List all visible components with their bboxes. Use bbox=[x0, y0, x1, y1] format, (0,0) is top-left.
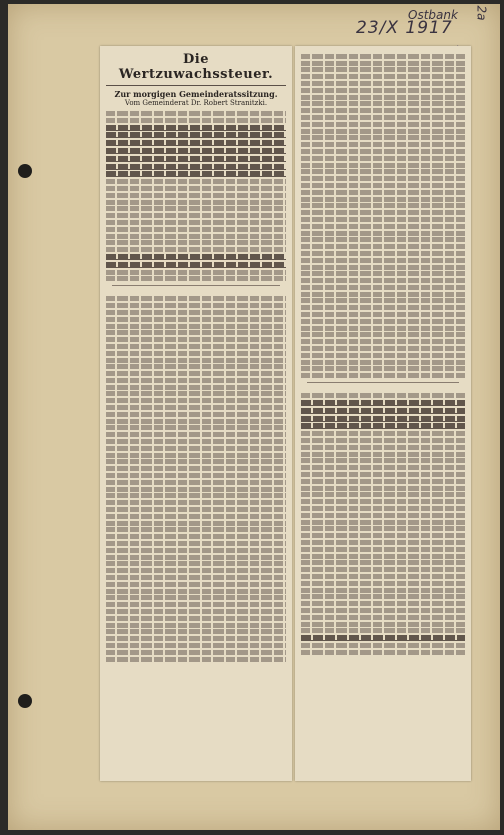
text-line bbox=[301, 346, 465, 351]
text-line bbox=[301, 190, 465, 195]
text-line bbox=[106, 657, 286, 662]
text-line bbox=[301, 149, 465, 154]
text-line bbox=[106, 480, 286, 485]
text-line bbox=[106, 337, 286, 342]
text-line bbox=[106, 148, 286, 154]
text-line bbox=[106, 405, 286, 410]
text-line bbox=[301, 237, 465, 242]
text-line bbox=[106, 568, 286, 573]
column-text-right bbox=[295, 46, 471, 655]
text-line bbox=[106, 213, 286, 218]
text-line bbox=[301, 101, 465, 106]
text-line bbox=[106, 254, 286, 260]
text-line bbox=[301, 271, 465, 276]
text-line bbox=[106, 507, 286, 512]
text-line bbox=[106, 296, 286, 301]
text-line bbox=[106, 358, 286, 363]
text-line bbox=[106, 616, 286, 621]
text-line bbox=[106, 555, 286, 560]
text-line bbox=[301, 122, 465, 127]
text-line bbox=[106, 240, 286, 245]
text-line bbox=[301, 628, 465, 633]
text-line bbox=[301, 601, 465, 606]
text-line bbox=[106, 582, 286, 587]
text-line bbox=[301, 176, 465, 181]
text-line bbox=[106, 629, 286, 634]
text-line bbox=[106, 643, 286, 648]
text-line bbox=[301, 479, 465, 484]
text-line bbox=[106, 118, 286, 123]
text-line bbox=[301, 650, 465, 655]
text-line bbox=[301, 61, 465, 66]
text-line bbox=[301, 265, 465, 270]
text-line bbox=[106, 234, 286, 239]
clipping-left-column bbox=[100, 46, 292, 781]
text-line bbox=[301, 513, 465, 518]
text-line bbox=[301, 581, 465, 586]
text-line bbox=[301, 108, 465, 113]
text-line bbox=[301, 95, 465, 100]
text-line bbox=[301, 438, 465, 443]
text-line bbox=[301, 183, 465, 188]
handwritten-note: Ostbank bbox=[408, 8, 458, 22]
text-line bbox=[301, 594, 465, 599]
text-line bbox=[106, 247, 286, 252]
column-break bbox=[112, 285, 280, 294]
text-line bbox=[301, 458, 465, 463]
text-line bbox=[301, 353, 465, 358]
text-line bbox=[301, 499, 465, 504]
handwritten-date: 23/X 1917 bbox=[356, 18, 453, 38]
text-line bbox=[301, 465, 465, 470]
column-text-left bbox=[100, 111, 292, 662]
text-line bbox=[301, 251, 465, 256]
text-line bbox=[301, 408, 465, 414]
text-line bbox=[106, 602, 286, 607]
text-line bbox=[301, 224, 465, 229]
text-line bbox=[106, 466, 286, 471]
text-line bbox=[301, 129, 465, 134]
text-line bbox=[301, 472, 465, 477]
text-line bbox=[106, 548, 286, 553]
text-line bbox=[106, 459, 286, 464]
text-line bbox=[301, 520, 465, 525]
text-line bbox=[301, 197, 465, 202]
text-line bbox=[301, 217, 465, 222]
text-line bbox=[301, 326, 465, 331]
text-line bbox=[301, 210, 465, 215]
archive-sheet bbox=[8, 4, 500, 830]
text-line bbox=[301, 486, 465, 491]
text-line bbox=[106, 385, 286, 390]
text-line bbox=[301, 533, 465, 538]
text-line bbox=[106, 534, 286, 539]
text-line bbox=[301, 142, 465, 147]
text-line bbox=[301, 615, 465, 620]
article-subtitle: Zur morgigen Gemeinderatssitzung. bbox=[114, 89, 278, 99]
text-line bbox=[106, 500, 286, 505]
text-line bbox=[106, 378, 286, 383]
text-line bbox=[106, 262, 286, 268]
text-line bbox=[106, 330, 286, 335]
text-line bbox=[106, 351, 286, 356]
text-line bbox=[301, 393, 465, 398]
text-line bbox=[301, 312, 465, 317]
text-line bbox=[106, 156, 286, 162]
punch-hole bbox=[18, 164, 32, 178]
article-title: Die Wertzuwachssteuer. bbox=[118, 52, 274, 82]
text-line bbox=[106, 636, 286, 641]
text-line bbox=[106, 270, 286, 275]
text-line bbox=[106, 487, 286, 492]
text-line bbox=[301, 360, 465, 365]
text-line bbox=[301, 244, 465, 249]
text-line bbox=[106, 324, 286, 329]
text-line bbox=[301, 554, 465, 559]
text-line bbox=[106, 193, 286, 198]
text-line bbox=[106, 419, 286, 424]
text-line bbox=[301, 567, 465, 572]
text-line bbox=[106, 140, 286, 146]
text-line bbox=[301, 373, 465, 378]
text-line bbox=[106, 493, 286, 498]
text-line bbox=[301, 643, 465, 648]
handwritten-corner-number: 2a bbox=[474, 5, 489, 21]
text-line bbox=[106, 344, 286, 349]
text-line bbox=[106, 473, 286, 478]
text-line bbox=[301, 332, 465, 337]
text-line bbox=[106, 186, 286, 191]
text-line bbox=[301, 169, 465, 174]
text-line bbox=[301, 278, 465, 283]
text-line bbox=[301, 608, 465, 613]
text-line bbox=[106, 125, 286, 131]
text-line bbox=[301, 67, 465, 72]
text-line bbox=[106, 609, 286, 614]
text-line bbox=[301, 445, 465, 450]
text-line bbox=[106, 111, 286, 116]
article-author: Vom Gemeinderat Dr. Robert Stranitzki. bbox=[124, 99, 268, 107]
text-line bbox=[301, 74, 465, 79]
text-line bbox=[301, 492, 465, 497]
text-line bbox=[106, 521, 286, 526]
text-line bbox=[106, 650, 286, 655]
text-line bbox=[301, 203, 465, 208]
text-line bbox=[301, 547, 465, 552]
text-line bbox=[301, 635, 465, 641]
text-line bbox=[301, 258, 465, 263]
text-line bbox=[106, 391, 286, 396]
text-line bbox=[106, 446, 286, 451]
text-line bbox=[106, 179, 286, 184]
text-line bbox=[301, 431, 465, 436]
text-line bbox=[106, 371, 286, 376]
text-line bbox=[106, 527, 286, 532]
text-line bbox=[106, 310, 286, 315]
text-line bbox=[106, 171, 286, 177]
text-line bbox=[106, 575, 286, 580]
text-line bbox=[106, 364, 286, 369]
text-line bbox=[301, 339, 465, 344]
text-line bbox=[301, 506, 465, 511]
text-line bbox=[106, 227, 286, 232]
text-line bbox=[106, 595, 286, 600]
text-line bbox=[301, 526, 465, 531]
text-line bbox=[301, 574, 465, 579]
text-line bbox=[106, 541, 286, 546]
text-line bbox=[106, 200, 286, 205]
text-line bbox=[301, 588, 465, 593]
text-line bbox=[106, 561, 286, 566]
text-line bbox=[301, 163, 465, 168]
text-line bbox=[106, 623, 286, 628]
text-line bbox=[301, 135, 465, 140]
text-line bbox=[301, 560, 465, 565]
text-line bbox=[301, 305, 465, 310]
text-line bbox=[301, 115, 465, 120]
text-line bbox=[301, 423, 465, 429]
clipping-right-column bbox=[295, 46, 471, 781]
text-line bbox=[106, 425, 286, 430]
punch-hole bbox=[18, 694, 32, 708]
text-line bbox=[301, 622, 465, 627]
text-line bbox=[106, 220, 286, 225]
text-line bbox=[106, 164, 286, 170]
text-line bbox=[301, 366, 465, 371]
text-line bbox=[301, 540, 465, 545]
text-line bbox=[301, 231, 465, 236]
text-line bbox=[301, 88, 465, 93]
text-line bbox=[106, 398, 286, 403]
text-line bbox=[106, 132, 286, 138]
text-line bbox=[106, 412, 286, 417]
text-line bbox=[301, 452, 465, 457]
text-line bbox=[301, 416, 465, 422]
text-line bbox=[301, 400, 465, 406]
title-rule bbox=[106, 85, 286, 86]
text-line bbox=[301, 285, 465, 290]
text-line bbox=[106, 439, 286, 444]
text-line bbox=[106, 589, 286, 594]
text-line bbox=[301, 319, 465, 324]
text-line bbox=[301, 156, 465, 161]
text-line bbox=[106, 206, 286, 211]
text-line bbox=[106, 514, 286, 519]
text-line bbox=[301, 81, 465, 86]
text-line bbox=[106, 276, 286, 281]
text-line bbox=[106, 453, 286, 458]
text-line bbox=[106, 317, 286, 322]
text-line bbox=[106, 432, 286, 437]
text-line bbox=[106, 303, 286, 308]
text-line bbox=[301, 54, 465, 59]
text-line bbox=[301, 298, 465, 303]
text-line bbox=[301, 292, 465, 297]
column-break bbox=[307, 382, 459, 391]
